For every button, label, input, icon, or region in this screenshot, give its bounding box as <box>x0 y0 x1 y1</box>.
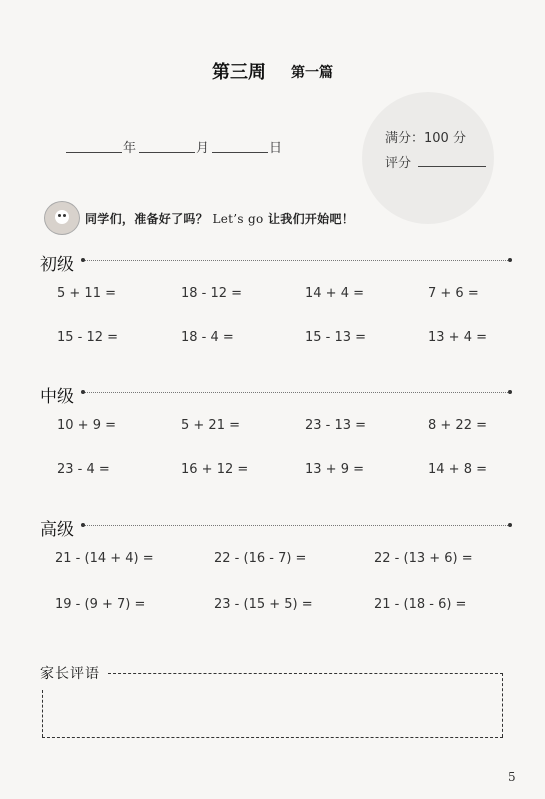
page-subtitle: 第一篇 <box>291 65 333 81</box>
month-label: 月 <box>196 141 210 156</box>
divider-dot <box>508 390 512 394</box>
year-blank[interactable] <box>66 152 122 153</box>
section-title-intermediate: 中级 <box>40 387 74 407</box>
intro-text-3: 让我们开始吧！ <box>267 212 355 226</box>
question: 15 - 12 = <box>57 330 119 345</box>
page-title: 第三周 <box>212 62 266 83</box>
question: 13 + 4 = <box>428 330 487 345</box>
question: 5 + 21 = <box>181 418 240 433</box>
intro-text-1: 同学们，准备好了吗？ <box>85 212 209 226</box>
question: 18 - 4 = <box>181 330 234 345</box>
question: 18 - 12 = <box>181 286 243 301</box>
month-blank[interactable] <box>139 152 195 153</box>
section-title-beginner: 初级 <box>40 255 74 275</box>
question: 8 + 22 = <box>428 418 487 433</box>
divider-dot <box>508 523 512 527</box>
year-label: 年 <box>123 141 137 156</box>
question: 22 - (16 - 7) = <box>214 551 307 566</box>
question: 21 - (14 + 4) = <box>55 551 154 566</box>
question: 10 + 9 = <box>57 418 116 433</box>
section-title-advanced: 高级 <box>40 520 74 540</box>
full-score: 满分：100 分 <box>385 131 466 146</box>
rating-blank[interactable] <box>418 166 486 167</box>
intro-text-2: Let’s go <box>212 212 264 226</box>
question: 23 - (15 + 5) = <box>214 597 313 612</box>
question: 15 - 13 = <box>305 330 367 345</box>
question: 23 - 4 = <box>57 462 110 477</box>
day-label: 日 <box>269 141 283 156</box>
question: 19 - (9 + 7) = <box>55 597 146 612</box>
question: 7 + 6 = <box>428 286 479 301</box>
section-divider <box>84 392 510 393</box>
section-divider <box>84 525 510 526</box>
question: 16 + 12 = <box>181 462 249 477</box>
question: 5 + 11 = <box>57 286 116 301</box>
page-number: 5 <box>508 770 516 784</box>
cat-mascot-icon <box>44 201 80 235</box>
question: 14 + 4 = <box>305 286 364 301</box>
question: 22 - (13 + 6) = <box>374 551 473 566</box>
question: 14 + 8 = <box>428 462 487 477</box>
background-mascot-watermark <box>362 92 494 224</box>
divider-dot <box>81 258 85 262</box>
section-divider <box>84 260 510 261</box>
divider-dot <box>81 523 85 527</box>
day-blank[interactable] <box>212 152 268 153</box>
parent-comment-label: 家长评语 <box>40 666 100 682</box>
question: 21 - (18 - 6) = <box>374 597 467 612</box>
question: 13 + 9 = <box>305 462 364 477</box>
divider-dot <box>508 258 512 262</box>
rating-label: 评分 <box>385 156 412 171</box>
intro-sentence <box>85 210 354 227</box>
divider-dot <box>81 390 85 394</box>
question: 23 - 13 = <box>305 418 367 433</box>
